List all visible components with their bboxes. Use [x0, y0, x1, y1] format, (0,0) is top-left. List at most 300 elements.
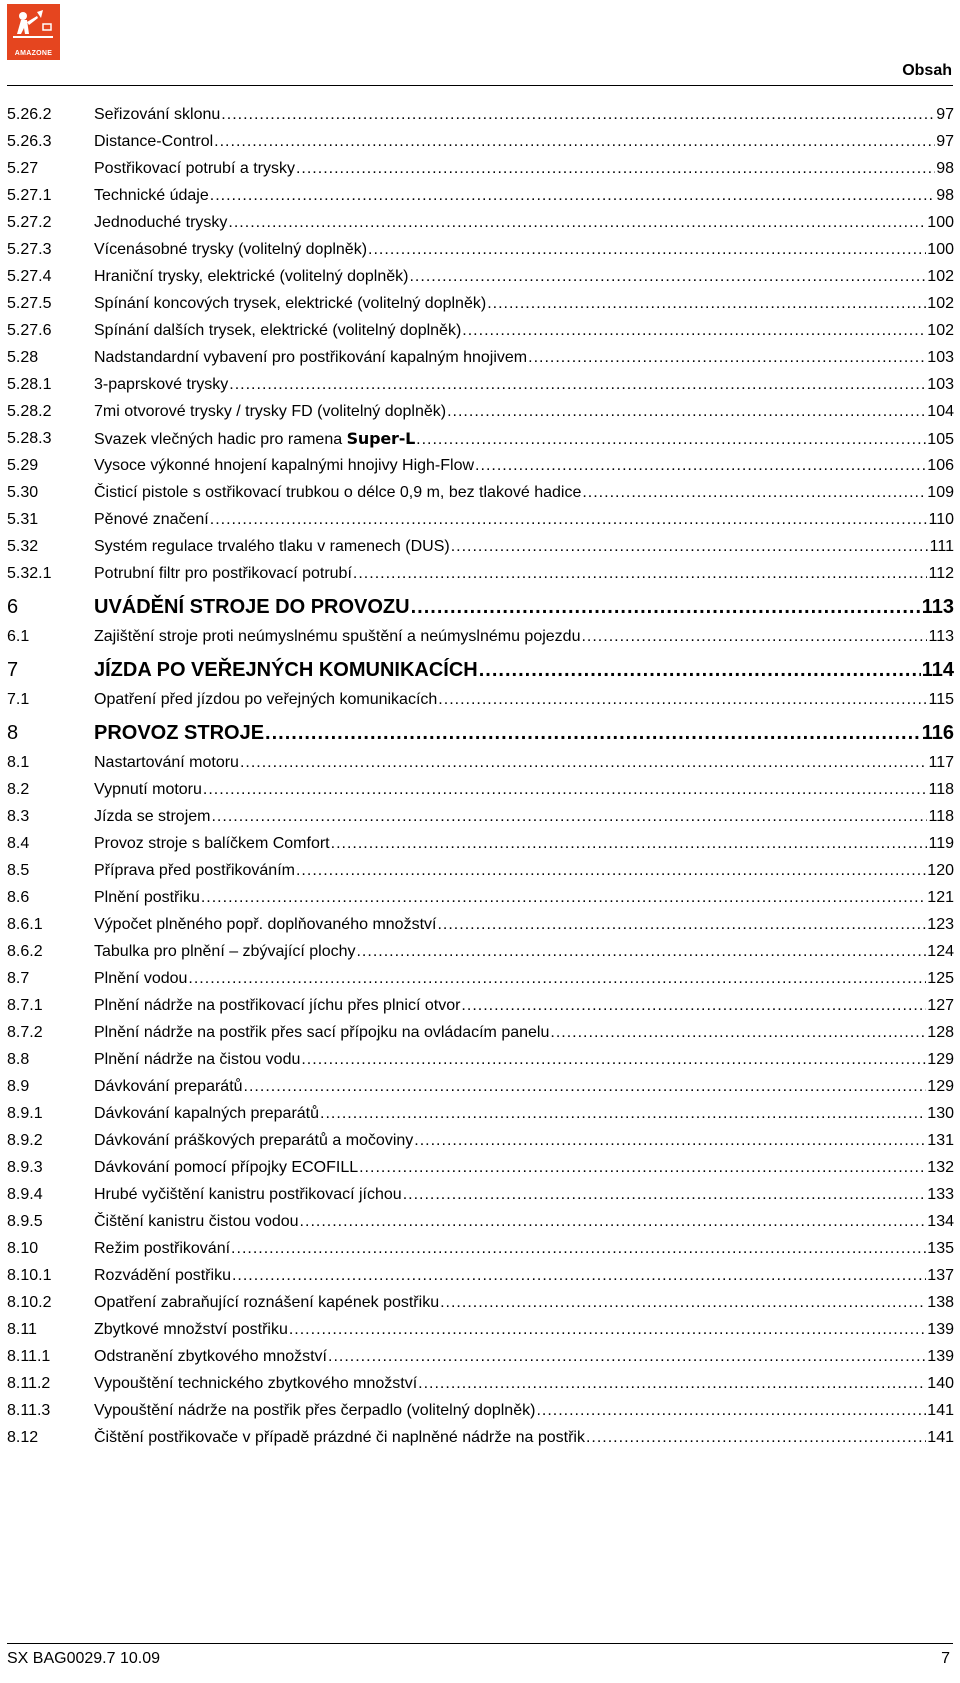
toc-entry: [94, 1154, 954, 1181]
toc-title: [94, 884, 200, 911]
dot-leader: [550, 1019, 926, 1046]
toc-title-text: Plnění nádrže na postřik přes sací přípojku na ovládacím panelu: [94, 1024, 550, 1041]
dot-leader: [416, 426, 926, 453]
sower-figure-icon: [7, 4, 60, 48]
toc-entry: [94, 650, 954, 690]
toc-row[interactable]: [7, 236, 954, 263]
dot-leader: [418, 1370, 926, 1397]
toc-title-text: Postřikovací potrubí a trysky: [94, 160, 295, 177]
dot-leader: [228, 209, 926, 236]
toc-title: [94, 587, 410, 627]
toc-page-number[interactable]: 134: [927, 1213, 954, 1230]
toc-title-text: Zbytkové množství postřiku: [94, 1321, 288, 1338]
toc-page-number[interactable]: 129: [927, 1078, 954, 1095]
toc-row[interactable]: [7, 623, 954, 650]
toc-title: [94, 938, 355, 965]
toc-entry: [94, 1181, 954, 1208]
toc-title-text: Příprava před postřikováním: [94, 862, 295, 879]
toc-section-number: 8.9.5: [7, 1213, 43, 1230]
toc-title-text: Jednoduché trysky: [94, 214, 228, 231]
toc-entry: [94, 1046, 954, 1073]
toc-page-number[interactable]: 128: [927, 1024, 954, 1041]
toc-section-number: 8.9.2: [7, 1132, 43, 1149]
super-l-badge: Super-L: [346, 429, 416, 448]
toc-entry: [94, 830, 954, 857]
dot-leader: [462, 317, 926, 344]
toc-page-number[interactable]: 102: [927, 268, 954, 285]
toc-row[interactable]: [7, 479, 954, 506]
toc-entry: [94, 155, 954, 182]
dot-leader: [528, 344, 926, 371]
toc-row[interactable]: [7, 317, 954, 344]
toc-page-number[interactable]: 97: [936, 106, 954, 123]
header-divider: [7, 85, 953, 86]
toc-entry: [94, 398, 954, 425]
toc-row[interactable]: [7, 452, 954, 479]
toc-section-number: 6: [7, 596, 19, 618]
toc-section-number: 5.27: [7, 160, 39, 177]
toc-row[interactable]: [7, 1343, 954, 1370]
dot-leader: [300, 1208, 927, 1235]
toc-entry: [94, 1370, 954, 1397]
toc-row[interactable]: [7, 182, 954, 209]
toc-title-text: Svazek vlečných hadic pro ramena: [94, 431, 343, 448]
dot-leader: [265, 713, 921, 753]
toc-title-text: Opatření zabraňující roznášení kapének postřiku: [94, 1294, 440, 1311]
toc-section-number: 8.7.2: [7, 1024, 43, 1041]
toc-section-number: 5.30: [7, 484, 39, 501]
toc-page-number[interactable]: 97: [936, 133, 954, 150]
toc-page-number[interactable]: 137: [927, 1267, 954, 1284]
toc-section-number: 8.11: [7, 1321, 37, 1338]
toc-title: [94, 911, 436, 938]
toc-entry: [94, 1208, 954, 1235]
toc-title: [94, 533, 450, 560]
footer-divider: [7, 1643, 953, 1644]
toc-entry: [94, 533, 954, 560]
dot-leader: [203, 776, 928, 803]
toc-title: [94, 1100, 319, 1127]
toc-title: [94, 1424, 585, 1451]
toc-section-number: 5.28.3: [7, 430, 52, 447]
toc-section-number: 5.31: [7, 511, 39, 528]
toc-title: [94, 182, 209, 209]
toc-title: [94, 803, 210, 830]
dot-leader: [479, 650, 921, 690]
toc-page-number[interactable]: 139: [927, 1321, 954, 1338]
toc-page-number[interactable]: 118: [928, 808, 954, 825]
toc-title: [94, 713, 264, 753]
table-of-contents: [7, 101, 954, 1451]
toc-title-text: Nastartování motoru: [94, 754, 239, 771]
toc-title: [94, 1262, 231, 1289]
dot-leader: [368, 236, 926, 263]
toc-page-number[interactable]: 127: [927, 997, 954, 1014]
toc-entry: [94, 1424, 954, 1451]
toc-chapter-row[interactable]: [7, 650, 954, 686]
toc-entry: [94, 1127, 954, 1154]
toc-section-number: 8.3: [7, 808, 30, 825]
toc-row[interactable]: [7, 398, 954, 425]
dot-leader: [221, 101, 935, 128]
toc-section-number: 8.11.1: [7, 1348, 51, 1365]
toc-row[interactable]: [7, 1397, 954, 1424]
dot-leader: [536, 1397, 926, 1424]
toc-page-number[interactable]: 139: [927, 1348, 954, 1365]
toc-title-text: Potrubní filtr pro postřikovací potrubí: [94, 565, 352, 582]
toc-title: [94, 1208, 299, 1235]
toc-entry: [94, 371, 954, 398]
toc-title: [94, 1073, 243, 1100]
toc-row[interactable]: [7, 911, 954, 938]
logo-wordmark: AMAZONE: [14, 50, 53, 57]
dot-leader: [409, 263, 926, 290]
dot-leader: [403, 1181, 927, 1208]
toc-page-number[interactable]: 131: [927, 1132, 954, 1149]
toc-title: [94, 128, 213, 155]
toc-title-text: Vypnutí motoru: [94, 781, 202, 798]
toc-title: [94, 452, 474, 479]
toc-section-number: 5.29: [7, 457, 39, 474]
dot-leader: [231, 1235, 926, 1262]
toc-row[interactable]: [7, 1262, 954, 1289]
toc-title: [94, 1235, 230, 1262]
toc-title-text: PROVOZ STROJE: [94, 722, 265, 744]
dot-leader: [331, 830, 928, 857]
toc-page-number[interactable]: 123: [927, 916, 954, 933]
toc-section-number: 8.5: [7, 862, 30, 879]
toc-title: [94, 992, 460, 1019]
toc-entry: [94, 713, 954, 753]
toc-title-text: Čištění postřikovače v případě prázdné či naplněné nádrže na postřik: [94, 1429, 585, 1446]
dot-leader: [586, 1424, 926, 1451]
dot-leader: [328, 1343, 926, 1370]
toc-section-number: 8.4: [7, 835, 30, 852]
dot-leader: [201, 884, 926, 911]
toc-row[interactable]: [7, 1208, 954, 1235]
toc-page-number[interactable]: 102: [927, 295, 954, 312]
dot-leader: [451, 533, 929, 560]
toc-section-number: 8.6.1: [7, 916, 43, 933]
toc-section-number: 5.27.3: [7, 241, 52, 258]
toc-entry: [94, 686, 954, 713]
dot-leader: [438, 686, 927, 713]
toc-title: [94, 317, 461, 344]
toc-page-number[interactable]: 109: [927, 484, 954, 501]
toc-title: [94, 1289, 439, 1316]
toc-page-number[interactable]: 141: [927, 1402, 954, 1419]
toc-title: [94, 263, 408, 290]
toc-title: [94, 290, 486, 317]
toc-entry: [94, 479, 954, 506]
toc-title-text: Vícenásobné trysky (volitelný doplněk): [94, 241, 368, 258]
page-number: 7: [941, 1650, 950, 1667]
toc-title-text: Režim postřikování: [94, 1240, 231, 1257]
toc-entry: [94, 209, 954, 236]
toc-row[interactable]: [7, 803, 954, 830]
toc-page-number[interactable]: 130: [927, 1105, 954, 1122]
toc-row[interactable]: [7, 776, 954, 803]
dot-leader: [440, 1289, 926, 1316]
toc-row[interactable]: [7, 533, 954, 560]
toc-page-number[interactable]: 124: [927, 943, 954, 960]
toc-row[interactable]: [7, 371, 954, 398]
toc-row[interactable]: [7, 992, 954, 1019]
toc-section-number: 5.28.1: [7, 376, 52, 393]
toc-page-number[interactable]: 141: [927, 1429, 954, 1446]
toc-section-number: 8.7.1: [7, 997, 43, 1014]
toc-page-number[interactable]: 118: [928, 781, 954, 798]
toc-section-number: 8.9.4: [7, 1186, 43, 1203]
toc-entry: [94, 263, 954, 290]
toc-entry: [94, 1316, 954, 1343]
dot-leader: [320, 1100, 926, 1127]
toc-entry: [94, 290, 954, 317]
toc-row[interactable]: [7, 1235, 954, 1262]
toc-page-number[interactable]: 120: [927, 862, 954, 879]
toc-page-number[interactable]: 110: [928, 511, 954, 528]
toc-title-text: Čištění kanistru čistou vodou: [94, 1213, 299, 1230]
dot-leader: [437, 911, 926, 938]
dot-leader: [296, 857, 926, 884]
toc-section-number: 5.27.6: [7, 322, 52, 339]
toc-section-number: 8.11.2: [7, 1375, 51, 1392]
toc-page-number[interactable]: 105: [927, 431, 954, 448]
toc-section-number: 8: [7, 722, 19, 744]
toc-section-number: 5.32: [7, 538, 39, 555]
toc-title: [94, 560, 352, 587]
toc-row[interactable]: [7, 560, 954, 587]
toc-title: [94, 344, 527, 371]
toc-page-number[interactable]: 117: [928, 754, 954, 771]
toc-page-number[interactable]: 114: [921, 659, 954, 681]
dot-leader: [296, 155, 935, 182]
toc-title-text: Plnění postřiku: [94, 889, 200, 906]
toc-row[interactable]: [7, 857, 954, 884]
toc-entry: [94, 857, 954, 884]
toc-section-number: 7: [7, 659, 19, 681]
toc-page-number[interactable]: 98: [936, 160, 954, 177]
toc-section-number: 5.27.5: [7, 295, 52, 312]
toc-entry: [94, 182, 954, 209]
toc-page-number[interactable]: 119: [928, 835, 954, 852]
toc-title-text: Pěnové značení: [94, 511, 209, 528]
toc-entry: [94, 884, 954, 911]
toc-page-number[interactable]: 121: [927, 889, 954, 906]
toc-entry: [94, 587, 954, 627]
toc-title-text: Technické údaje: [94, 187, 209, 204]
toc-row[interactable]: [7, 1181, 954, 1208]
toc-page-number[interactable]: 140: [927, 1375, 954, 1392]
dot-leader: [240, 749, 928, 776]
toc-chapter-row[interactable]: [7, 713, 954, 749]
toc-page-number[interactable]: 135: [927, 1240, 954, 1257]
toc-page-number[interactable]: 113: [921, 596, 954, 618]
toc-entry: [94, 344, 954, 371]
dot-leader: [353, 560, 928, 587]
toc-title-text: Plnění nádrže na postřikovací jíchu přes plnicí otvor: [94, 997, 461, 1014]
toc-page-number[interactable]: 133: [927, 1186, 954, 1203]
toc-entry: [94, 938, 954, 965]
toc-row[interactable]: [7, 1073, 954, 1100]
toc-section-number: 8.8: [7, 1051, 30, 1068]
toc-entry: [94, 1262, 954, 1289]
toc-entry: [94, 992, 954, 1019]
toc-title-text: Provoz stroje s balíčkem Comfort: [94, 835, 330, 852]
toc-title: [94, 479, 581, 506]
toc-page-number[interactable]: 116: [921, 722, 954, 744]
toc-section-number: 5.28.2: [7, 403, 52, 420]
toc-title-text: Čisticí pistole s ostřikovací trubkou o délce 0,9 m, bez tlakové hadice: [94, 484, 582, 501]
toc-title: [94, 236, 367, 263]
toc-page-number[interactable]: 132: [927, 1159, 954, 1176]
dot-leader: [211, 803, 927, 830]
toc-entry: [94, 1289, 954, 1316]
toc-section-number: 8.7: [7, 970, 30, 987]
toc-section-number: 5.26.2: [7, 106, 52, 123]
toc-title: [94, 776, 202, 803]
toc-section-number: 8.6: [7, 889, 30, 906]
toc-row[interactable]: [7, 344, 954, 371]
toc-page-number[interactable]: 100: [927, 214, 954, 231]
toc-row[interactable]: [7, 128, 954, 155]
toc-title-text: Rozvádění postřiku: [94, 1267, 231, 1284]
toc-row[interactable]: [7, 290, 954, 317]
document-id: SX BAG0029.7 10.09: [7, 1650, 160, 1667]
dot-leader: [487, 290, 926, 317]
toc-row[interactable]: [7, 425, 954, 452]
toc-section-number: 8.10.2: [7, 1294, 52, 1311]
toc-title-text: Tabulka pro plnění – zbývající plochy: [94, 943, 356, 960]
toc-row[interactable]: [7, 884, 954, 911]
toc-row[interactable]: [7, 749, 954, 776]
toc-page-number[interactable]: 111: [929, 538, 954, 555]
toc-title: [94, 1397, 535, 1424]
toc-section-number: 5.32.1: [7, 565, 52, 582]
toc-title-text: Distance-Control: [94, 133, 214, 150]
toc-section-number: 8.12: [7, 1429, 39, 1446]
toc-title-text: Spínání koncových trysek, elektrické (volitelný doplněk): [94, 295, 487, 312]
toc-title: [94, 398, 446, 425]
toc-title: [94, 1181, 402, 1208]
toc-title-text: Vysoce výkonné hnojení kapalnými hnojivy High-Flow: [94, 457, 475, 474]
toc-section-number: 5.26.3: [7, 133, 52, 150]
toc-row[interactable]: [7, 101, 954, 128]
toc-row[interactable]: [7, 965, 954, 992]
toc-title: [94, 209, 227, 236]
toc-row[interactable]: [7, 938, 954, 965]
toc-entry: [94, 236, 954, 263]
toc-section-number: 8.10.1: [7, 1267, 52, 1284]
toc-title-text: Výpočet plněného popř. doplňovaného množství: [94, 916, 437, 933]
toc-entry: [94, 776, 954, 803]
toc-row[interactable]: [7, 1424, 954, 1451]
toc-row[interactable]: [7, 830, 954, 857]
toc-section-number: 8.9: [7, 1078, 30, 1095]
dot-leader: [461, 992, 926, 1019]
toc-row[interactable]: [7, 1046, 954, 1073]
toc-entry: [94, 452, 954, 479]
toc-row[interactable]: [7, 1100, 954, 1127]
toc-page-number[interactable]: 138: [927, 1294, 954, 1311]
dot-leader: [359, 1154, 926, 1181]
toc-page-number[interactable]: 103: [927, 376, 954, 393]
toc-title: [94, 1316, 288, 1343]
dot-leader: [447, 398, 926, 425]
toc-section-number: 5.27.4: [7, 268, 52, 285]
toc-section-number: 6.1: [7, 628, 30, 645]
toc-row[interactable]: [7, 1370, 954, 1397]
toc-row[interactable]: [7, 1019, 954, 1046]
toc-page-number[interactable]: 115: [928, 691, 954, 708]
toc-section-number: 8.9.3: [7, 1159, 43, 1176]
toc-page-number[interactable]: 112: [928, 565, 954, 582]
toc-entry: [94, 623, 954, 650]
toc-title-text: Hrubé vyčištění kanistru postřikovací jíchou: [94, 1186, 402, 1203]
toc-entry: [94, 1235, 954, 1262]
toc-row[interactable]: [7, 209, 954, 236]
toc-entry: [94, 317, 954, 344]
toc-title: [94, 623, 580, 650]
toc-section-number: 8.11.3: [7, 1402, 51, 1419]
dot-leader: [244, 1073, 927, 1100]
toc-page-number[interactable]: 129: [927, 1051, 954, 1068]
toc-page-number[interactable]: 113: [928, 628, 954, 645]
toc-page-number[interactable]: 100: [927, 241, 954, 258]
toc-section-number: 5.27.1: [7, 187, 52, 204]
toc-title: [94, 506, 209, 533]
amazone-logo: [7, 4, 60, 60]
toc-entry: [94, 911, 954, 938]
toc-row[interactable]: [7, 263, 954, 290]
toc-title-text: Odstranění zbytkového množství: [94, 1348, 327, 1365]
toc-row[interactable]: [7, 686, 954, 713]
toc-title-text: Plnění nádrže na čistou vodu: [94, 1051, 301, 1068]
dot-leader: [210, 506, 928, 533]
toc-row[interactable]: [7, 506, 954, 533]
toc-entry: [94, 1397, 954, 1424]
toc-row[interactable]: [7, 1289, 954, 1316]
toc-entry: [94, 1100, 954, 1127]
toc-row[interactable]: [7, 1316, 954, 1343]
toc-page-number[interactable]: 103: [927, 349, 954, 366]
dot-leader: [289, 1316, 926, 1343]
dot-leader: [232, 1262, 926, 1289]
dot-leader: [414, 1127, 926, 1154]
toc-page-number[interactable]: 125: [927, 970, 954, 987]
toc-page-number[interactable]: 102: [927, 322, 954, 339]
toc-title: [94, 155, 295, 182]
toc-title: [94, 1343, 327, 1370]
toc-row[interactable]: [7, 1154, 954, 1181]
toc-title: [94, 749, 239, 776]
toc-section-number: 8.10: [7, 1240, 39, 1257]
toc-row[interactable]: [7, 1127, 954, 1154]
toc-row[interactable]: [7, 155, 954, 182]
toc-chapter-row[interactable]: [7, 587, 954, 623]
toc-page-number[interactable]: 98: [936, 187, 954, 204]
toc-title-text: JÍZDA PO VEŘEJNÝCH KOMUNIKACÍCH: [94, 659, 478, 681]
toc-title: [94, 1019, 549, 1046]
toc-title: [94, 830, 330, 857]
toc-title-text: Dávkování preparátů: [94, 1078, 243, 1095]
dot-leader: [210, 182, 935, 209]
toc-section-number: 5.27.2: [7, 214, 52, 231]
toc-page-number[interactable]: 106: [927, 457, 954, 474]
toc-entry: [94, 128, 954, 155]
toc-page-number[interactable]: 104: [927, 403, 954, 420]
toc-title-text: Hraniční trysky, elektrické (volitelný doplněk): [94, 268, 409, 285]
